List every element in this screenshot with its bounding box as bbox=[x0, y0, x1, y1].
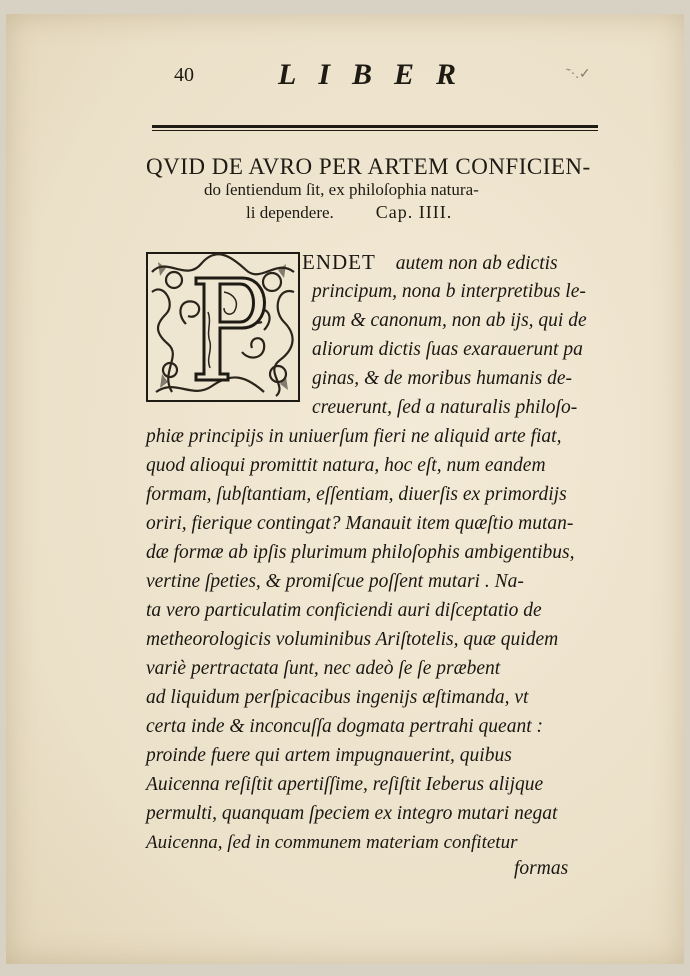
body-line-18: proinde fuere qui artem impugnauerint, quibus bbox=[146, 745, 512, 766]
body-line-11: dæ formæ ab ipſis plurimum philoſophis ambigentibus, bbox=[146, 542, 575, 563]
chapter-title-line2: do ſentiendum ſit, ex philoſophia natura- bbox=[204, 180, 479, 199]
catchword: formas bbox=[514, 858, 569, 879]
body-line-15: variè pertractata ſunt, nec adeò ſe ſe præbent bbox=[146, 658, 501, 679]
header-rule bbox=[152, 125, 598, 128]
page-number: 40 bbox=[174, 64, 194, 86]
marginal-mark: ˜·.✓ bbox=[566, 67, 591, 82]
body-line-1 bbox=[302, 252, 558, 274]
body-line-14: metheorologicis voluminibus Ariſtotelis, quæ quidem bbox=[146, 629, 559, 650]
body-line-8: quod alioqui promittit natura, hoc eſt, num eandem bbox=[146, 455, 546, 476]
ornate-initial-p-icon bbox=[146, 252, 300, 402]
body-line-10: oriri, fierique contingat? Manauit item quæſtio mutan- bbox=[146, 513, 574, 534]
chapter-title-line3-text: li dependere. bbox=[246, 203, 334, 222]
running-head: LIBER bbox=[278, 58, 479, 91]
chapter-title-line3 bbox=[246, 202, 452, 223]
body-line-6: creuerunt, ſed a naturalis philoſo- bbox=[312, 397, 578, 418]
chapter-title: QVID DE AVRO PER ARTEM CONFICIEN- bbox=[146, 154, 591, 179]
header-rule-thin bbox=[152, 130, 598, 131]
body-line-16: ad liquidum perſpicacibus ingenijs æſtimanda, vt bbox=[146, 687, 529, 708]
body-line-19: Auicenna reſiſtit apertiſſime, reſiſtit Ieberus alijque bbox=[146, 774, 544, 795]
body-line-1-text: autem non ab edictis bbox=[395, 253, 558, 274]
body-line-2: principum, nona b interpretibus le- bbox=[312, 281, 586, 302]
body-line-9: formam, ſubſtantiam, eſſentiam, diuerſis ex primordijs bbox=[146, 484, 567, 505]
body-line-17: certa inde & inconcuſſa dogmata pertrahi queant : bbox=[146, 716, 543, 737]
body-line-12: vertine ſpeties, & promiſcue poſſent mutari . Na- bbox=[146, 571, 524, 592]
body-line-20: permulti, quanquam ſpeciem ex integro mutari negat bbox=[146, 803, 558, 824]
body-line-4: aliorum dictis ſuas exarauerunt pa bbox=[312, 339, 583, 360]
chapter-label: Cap. IIII. bbox=[375, 202, 453, 222]
first-word-caps: ENDET bbox=[302, 250, 376, 274]
body-line-13: ta vero particulatim conficiendi auri diſceptatio de bbox=[146, 600, 542, 621]
body-line-7: phiæ principijs in uniuerſum fieri ne aliquid arte fiat, bbox=[146, 426, 562, 447]
body-line-21: Auicenna, ſed in communem materiam confitetur bbox=[146, 832, 518, 853]
body-line-3: gum & canonum, non ab ijs, qui de bbox=[312, 310, 587, 331]
body-line-5: ginas, & de moribus humanis de- bbox=[312, 368, 572, 389]
book-page bbox=[6, 14, 684, 964]
